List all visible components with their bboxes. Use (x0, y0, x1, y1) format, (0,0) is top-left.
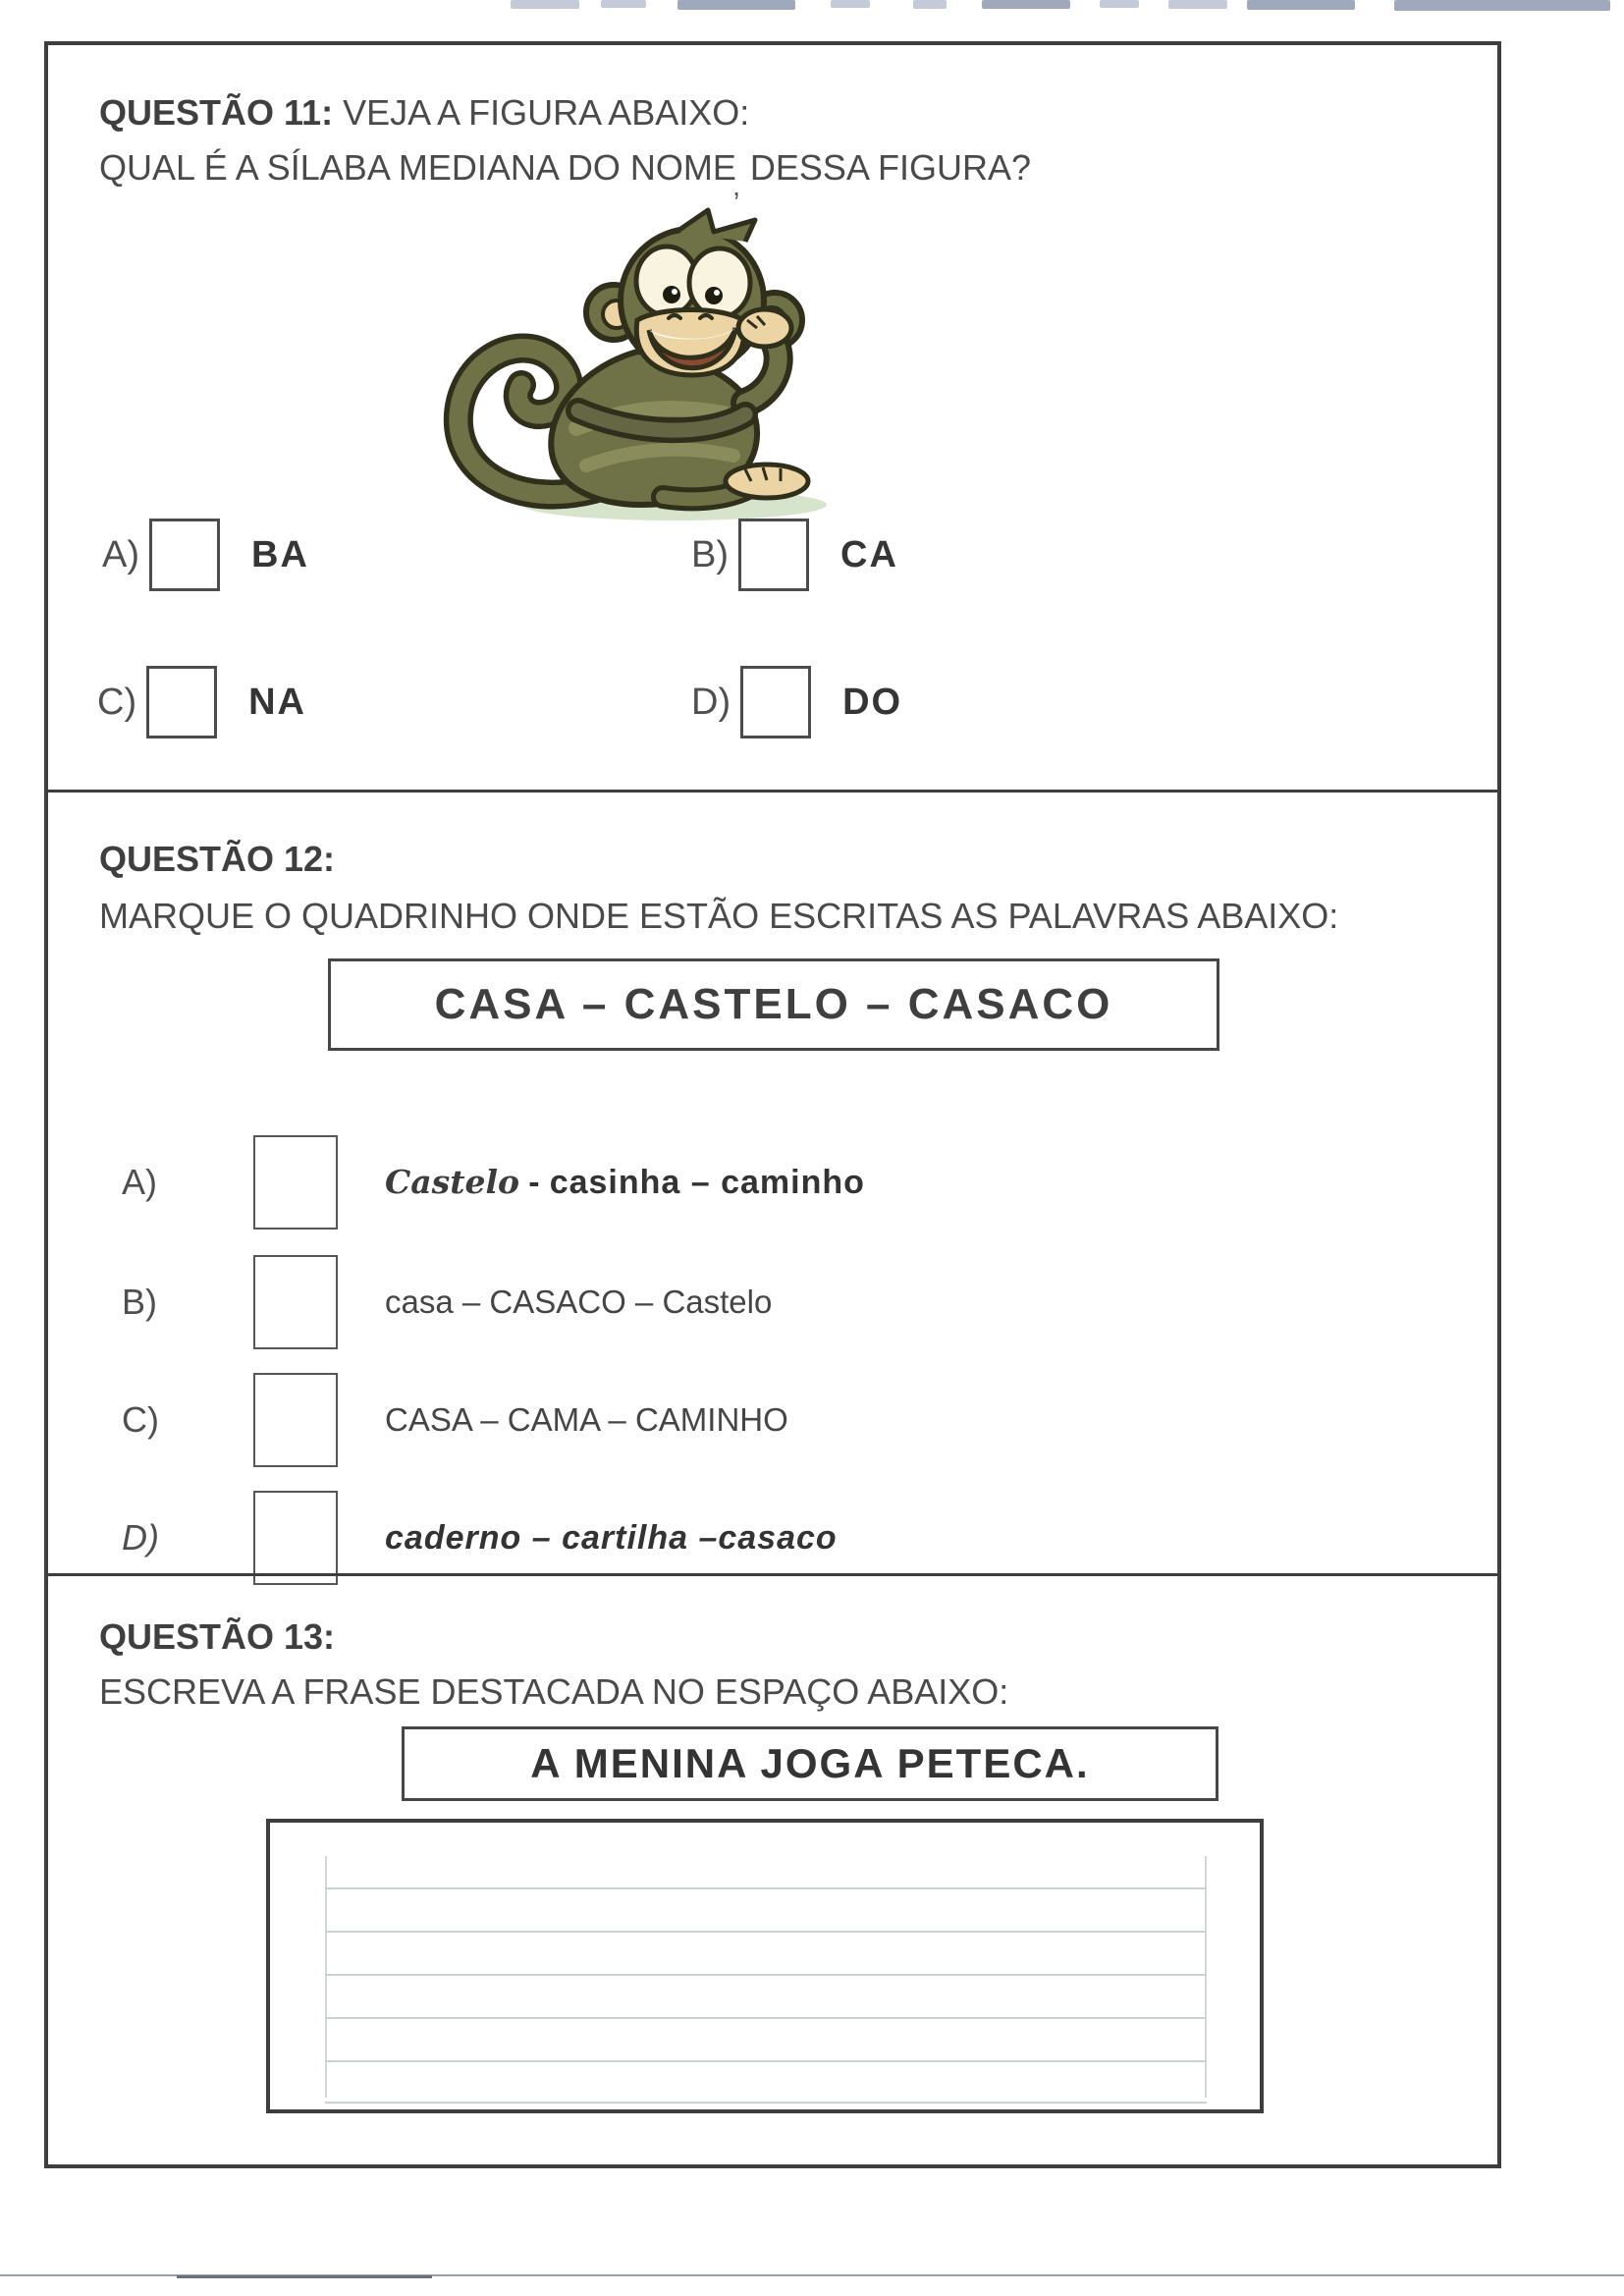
question-13-number: QUESTÃO 13: (99, 1616, 336, 1657)
q13-highlight-text: A MENINA JOGA PETECA. (530, 1740, 1090, 1786)
q12-option-a-script-word: Castelo (385, 1163, 520, 1201)
question-11-number: QUESTÃO 11: (99, 92, 334, 133)
q12-option-d-text: caderno – cartilha –casaco (385, 1518, 838, 1557)
q11-option-d-label: DO (842, 681, 903, 723)
q11-option-b-letter: B) (691, 533, 729, 575)
q11-checkbox-d[interactable] (740, 666, 811, 738)
scan-line (177, 2275, 432, 2278)
scan-smudge (601, 0, 646, 8)
q12-option-a-rest: casinha – caminho (549, 1164, 865, 1201)
scan-comma-mark: , (731, 170, 741, 202)
q12-option-d-letter: D) (122, 1517, 159, 1558)
scan-smudge (913, 0, 947, 9)
question-13-title (99, 1616, 335, 1657)
q11-checkbox-a[interactable] (149, 519, 220, 591)
q12-option-c (48, 1371, 788, 1469)
question-12-instruction: MARQUE O QUADRINHO ONDE ESTÃO ESCRITAS AS PALAVRAS ABAIXO: (99, 896, 1339, 936)
q12-checkbox-d[interactable] (253, 1491, 338, 1585)
q12-option-a-text (385, 1163, 865, 1202)
question-13-instruction: ESCREVA A FRASE DESTACADA NO ESPAÇO ABAIXO: (99, 1671, 1009, 1712)
q12-checkbox-c[interactable] (253, 1373, 338, 1467)
q11-checkbox-b[interactable] (738, 519, 809, 591)
q12-option-a-separator: - (528, 1164, 541, 1201)
worksheet-frame (44, 41, 1501, 2168)
question-11-text: VEJA A FIGURA ABAIXO: (333, 92, 750, 133)
question-11-subtitle: QUAL É A SÍLABA MEDIANA DO NOME, DESSA FIGURA? (99, 147, 1031, 202)
q11-option-c-label: NA (248, 681, 306, 723)
question-11-title (99, 92, 749, 133)
q11-checkbox-c[interactable] (146, 666, 217, 738)
q13-highlight-box (402, 1726, 1218, 1801)
q13-writing-area[interactable] (266, 1819, 1264, 2113)
q12-highlight-box (328, 958, 1219, 1051)
writing-rule-line (325, 2017, 1207, 2019)
q11-option-b-label: CA (840, 533, 898, 575)
scan-smudge (1394, 0, 1610, 11)
q12-highlight-text: CASA – CASTELO – CASACO (434, 980, 1113, 1028)
scan-smudge (1168, 0, 1227, 9)
q11-option-b (691, 519, 898, 591)
q11-option-a-letter: A) (102, 533, 139, 575)
q12-option-a (48, 1133, 865, 1231)
writing-rule-line (325, 1974, 1207, 1976)
q12-option-b-text: casa – CASACO – Castelo (385, 1284, 773, 1320)
q12-option-c-letter: C) (122, 1399, 159, 1440)
scan-smudge (1100, 0, 1139, 8)
writing-rule-line (325, 1887, 1207, 1889)
q12-option-b (48, 1253, 772, 1351)
q12-option-b-letter: B) (122, 1282, 157, 1322)
monkey-illustration (429, 202, 891, 526)
q12-option-a-letter: A) (122, 1162, 157, 1202)
q11-option-a (102, 519, 309, 591)
writing-rule-line (325, 2060, 1207, 2062)
scan-smudge (982, 0, 1070, 9)
q12-option-c-text: CASA – CAMA – CAMINHO (385, 1401, 788, 1438)
scan-smudge (1247, 0, 1355, 10)
scan-smudge (831, 0, 870, 8)
q11-option-d (691, 666, 902, 738)
q11-option-c-letter: C) (97, 681, 137, 723)
q11-option-d-letter: D) (691, 681, 731, 723)
scan-smudge (677, 0, 795, 10)
writing-rule-line (325, 1931, 1207, 1933)
writing-rule-line (325, 2102, 1207, 2104)
q11-option-a-label: BA (251, 533, 309, 575)
section-divider (48, 790, 1497, 793)
q12-checkbox-b[interactable] (253, 1255, 338, 1349)
q12-checkbox-a[interactable] (253, 1135, 338, 1230)
q11-option-c (97, 666, 306, 738)
scan-smudge (511, 0, 579, 9)
q12-option-d (48, 1489, 838, 1587)
section-divider (48, 1573, 1497, 1576)
question-12-number: QUESTÃO 12: (99, 839, 336, 879)
question-12-title (99, 839, 335, 879)
